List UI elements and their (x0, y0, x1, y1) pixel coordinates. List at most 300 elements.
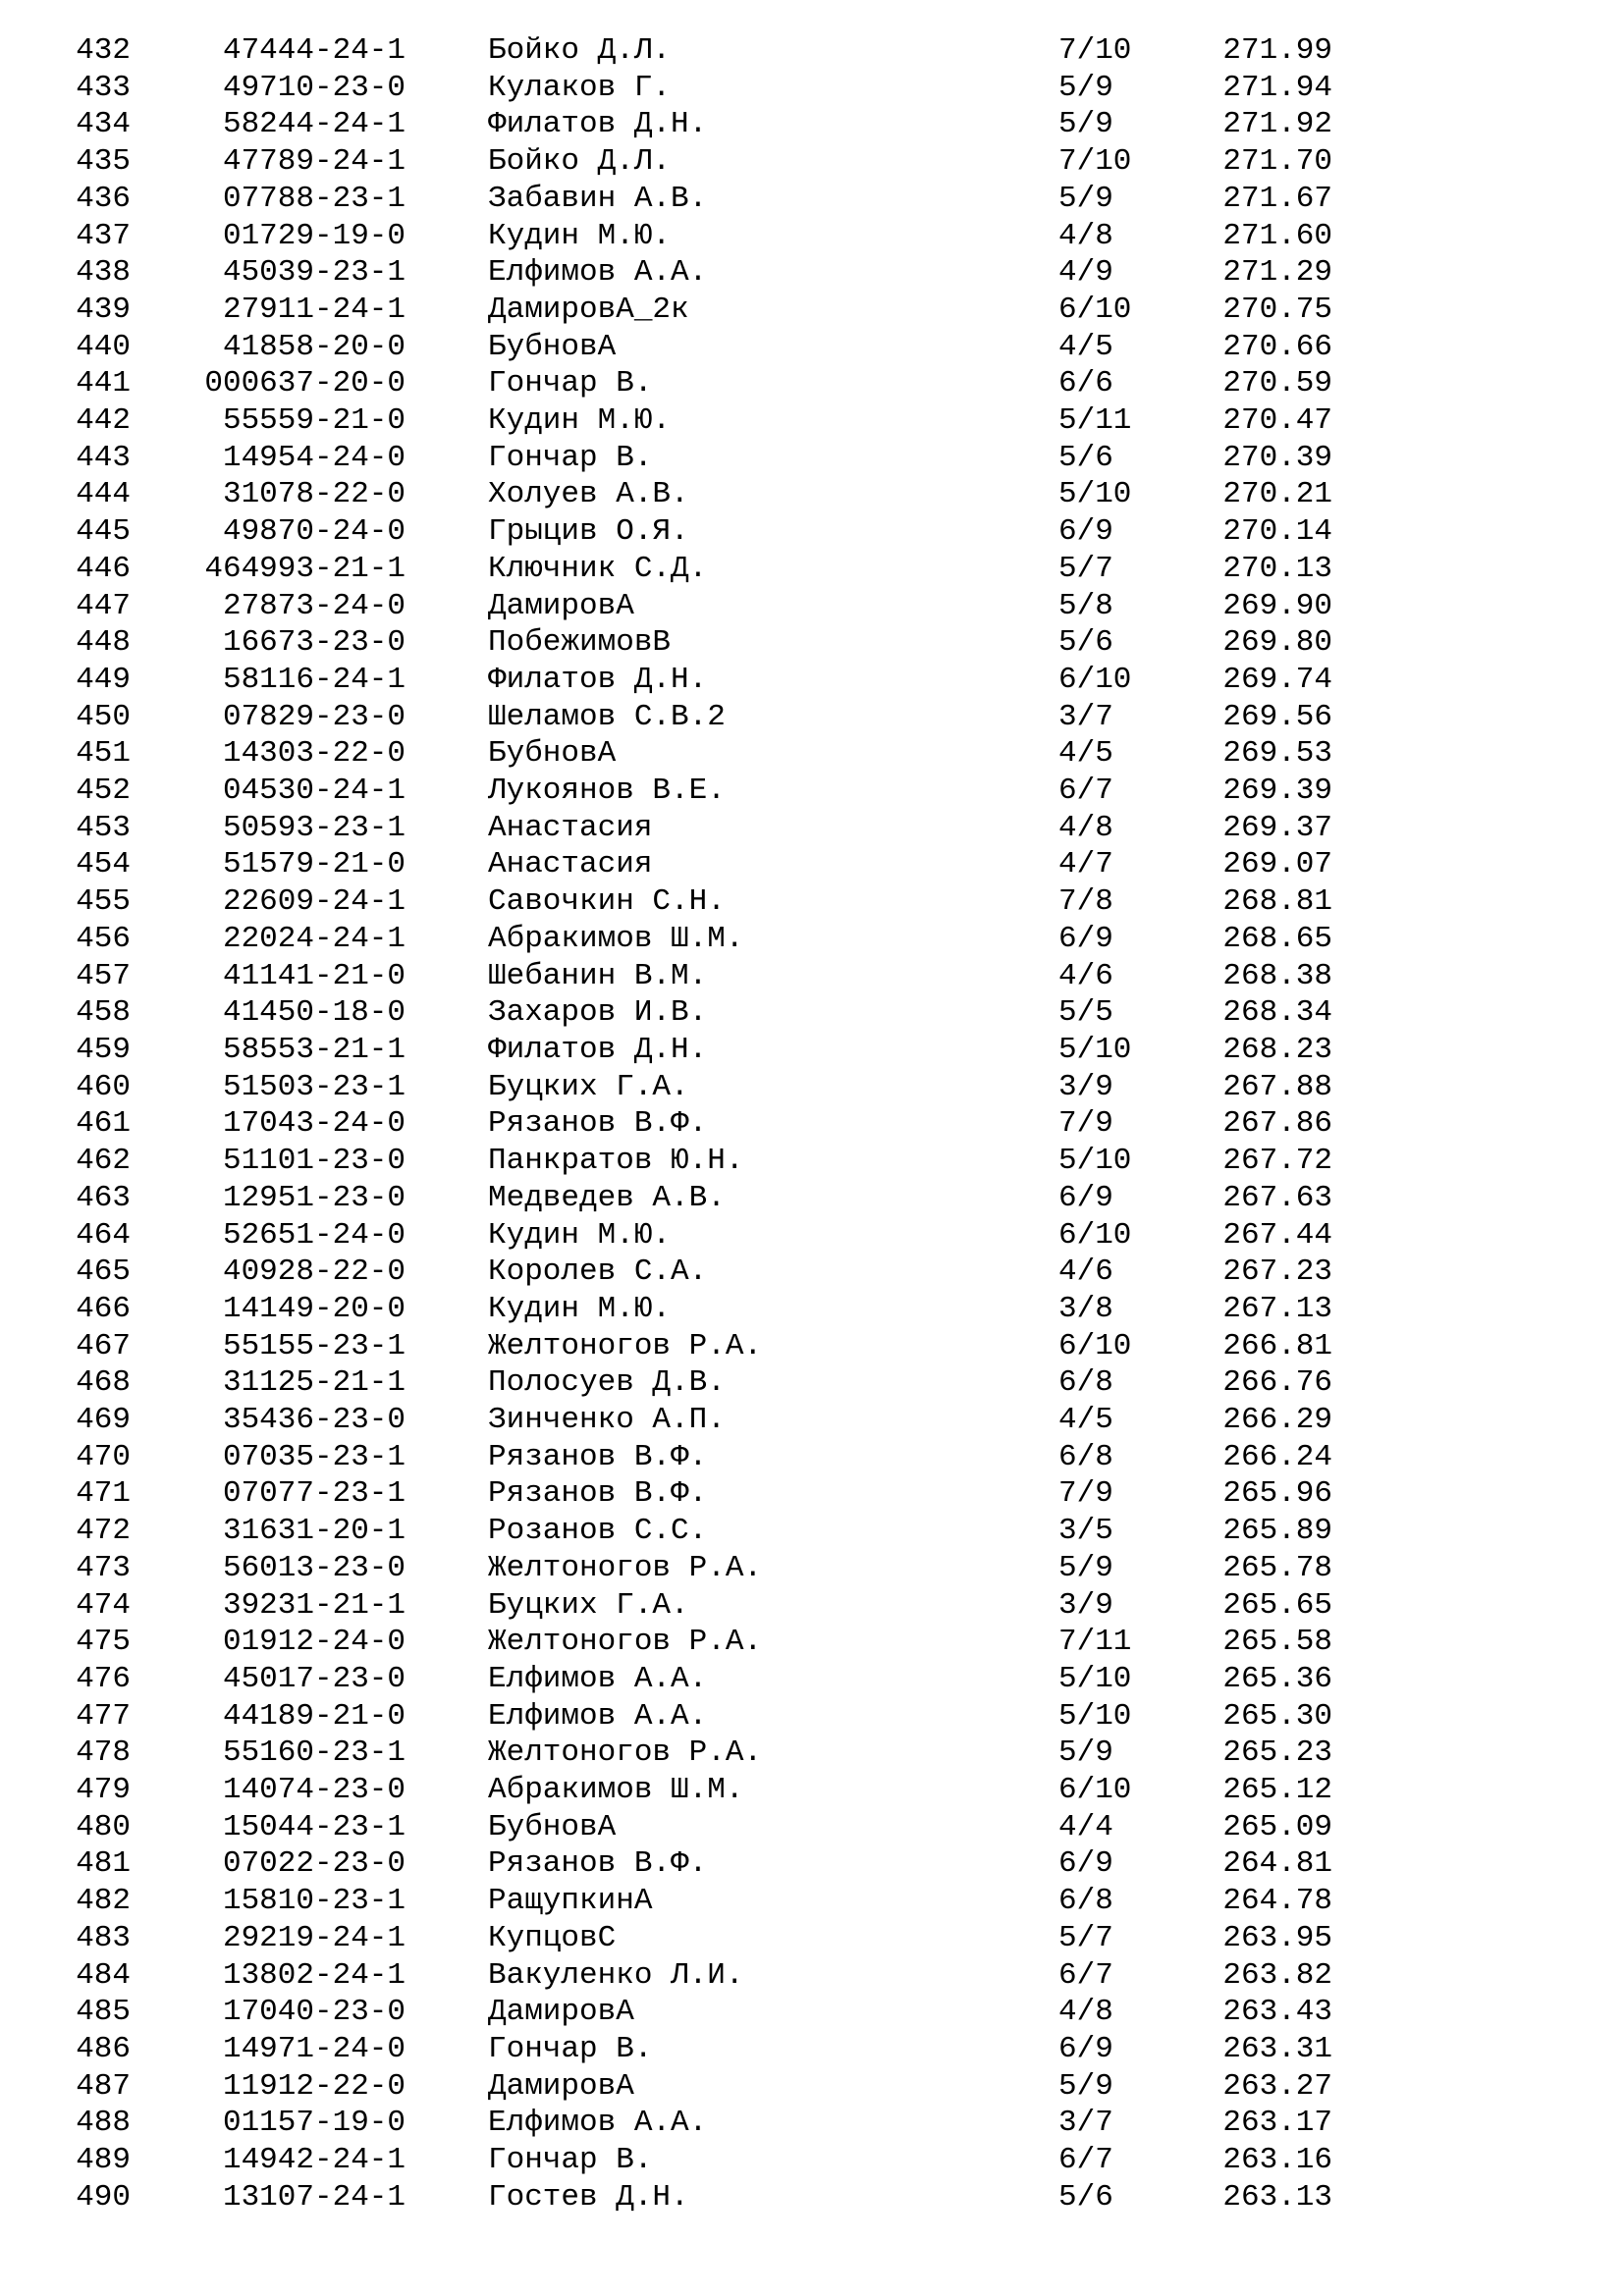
table-row (0, 773, 1332, 810)
id-cell: 55559-21-0 (222, 403, 406, 439)
score-cell: 271.99 (1222, 33, 1332, 68)
score-cell: 263.13 (1222, 2179, 1332, 2215)
table-row (0, 1328, 1332, 1365)
ranking-table (0, 32, 1332, 2216)
rank-cell: 464 (76, 1217, 131, 1253)
score-cell: 266.81 (1222, 1328, 1332, 1363)
rank-cell: 453 (76, 810, 131, 845)
id-cell: 45017-23-0 (222, 1661, 406, 1696)
name-cell: Филатов Д.Н. (488, 107, 708, 142)
games-cell: 5/6 (1058, 2179, 1113, 2215)
id-cell: 51101-23-0 (222, 1144, 406, 1179)
score-cell: 269.07 (1222, 847, 1332, 882)
name-cell: Вакуленко Л.И. (488, 1957, 744, 1993)
name-cell: Елфимов А.А. (488, 255, 708, 291)
id-cell: 01912-24-0 (222, 1625, 406, 1660)
score-cell: 268.81 (1222, 884, 1332, 920)
games-cell: 5/9 (1058, 107, 1113, 142)
id-cell: 22024-24-1 (222, 921, 406, 956)
games-cell: 5/10 (1058, 1144, 1132, 1179)
games-cell: 5/8 (1058, 588, 1113, 623)
name-cell: Забавин А.В. (488, 181, 708, 216)
id-cell: 14303-22-0 (222, 736, 406, 772)
rank-cell: 479 (76, 1773, 131, 1808)
name-cell: Гончар В. (488, 366, 653, 401)
rank-cell: 473 (76, 1550, 131, 1585)
id-cell: 29219-24-1 (222, 1920, 406, 1955)
rank-cell: 444 (76, 477, 131, 512)
rank-cell: 480 (76, 1809, 131, 1844)
rank-cell: 487 (76, 2068, 131, 2104)
games-cell: 5/10 (1058, 1032, 1132, 1067)
games-cell: 6/9 (1058, 2031, 1113, 2066)
name-cell: Желтоногов Р.А. (488, 1735, 763, 1771)
name-cell: Елфимов А.А. (488, 1698, 708, 1734)
score-cell: 267.44 (1222, 1217, 1332, 1253)
score-cell: 269.53 (1222, 736, 1332, 772)
games-cell: 4/7 (1058, 847, 1113, 882)
table-row (0, 1513, 1332, 1550)
table-row (0, 1069, 1332, 1106)
table-row (0, 1772, 1332, 1809)
rank-cell: 450 (76, 699, 131, 734)
id-cell: 14942-24-1 (222, 2143, 406, 2178)
name-cell: РащупкинА (488, 1884, 653, 1919)
games-cell: 3/8 (1058, 1291, 1113, 1326)
name-cell: Панкратов Ю.Н. (488, 1144, 744, 1179)
table-row (0, 143, 1332, 181)
table-row (0, 32, 1332, 70)
id-cell: 000637-20-0 (204, 366, 406, 401)
table-row (0, 735, 1332, 773)
table-row (0, 1180, 1332, 1217)
score-cell: 267.72 (1222, 1144, 1332, 1179)
name-cell: Кудин М.Ю. (488, 1291, 672, 1326)
score-cell: 270.75 (1222, 292, 1332, 327)
rank-cell: 467 (76, 1328, 131, 1363)
name-cell: ДамировА (488, 588, 634, 623)
name-cell: Кулаков Г. (488, 70, 672, 105)
table-row (0, 1550, 1332, 1587)
score-cell: 267.86 (1222, 1106, 1332, 1142)
rank-cell: 477 (76, 1698, 131, 1734)
id-cell: 55160-23-1 (222, 1735, 406, 1771)
name-cell: Полосуев Д.В. (488, 1365, 726, 1401)
id-cell: 15044-23-1 (222, 1809, 406, 1844)
rank-cell: 437 (76, 218, 131, 253)
games-cell: 6/9 (1058, 1180, 1113, 1215)
id-cell: 41450-18-0 (222, 995, 406, 1031)
games-cell: 4/6 (1058, 1255, 1113, 1290)
rank-cell: 482 (76, 1884, 131, 1919)
games-cell: 6/8 (1058, 1365, 1113, 1401)
name-cell: БубновА (488, 1809, 617, 1844)
rank-cell: 439 (76, 292, 131, 327)
table-row (0, 1698, 1332, 1735)
table-row (0, 662, 1332, 699)
name-cell: Рязанов В.Ф. (488, 1439, 708, 1474)
name-cell: БубновА (488, 736, 617, 772)
rank-cell: 472 (76, 1514, 131, 1549)
table-row (0, 921, 1332, 958)
id-cell: 464993-21-1 (204, 551, 406, 586)
rank-cell: 436 (76, 181, 131, 216)
score-cell: 269.90 (1222, 588, 1332, 623)
rank-cell: 435 (76, 144, 131, 180)
name-cell: Елфимов А.А. (488, 2106, 708, 2141)
rank-cell: 490 (76, 2179, 131, 2215)
name-cell: Ключник С.Д. (488, 551, 708, 586)
score-cell: 271.60 (1222, 218, 1332, 253)
table-row (0, 699, 1332, 736)
games-cell: 7/8 (1058, 884, 1113, 920)
rank-cell: 440 (76, 329, 131, 364)
score-cell: 266.76 (1222, 1365, 1332, 1401)
name-cell: ДамировА (488, 2068, 634, 2104)
rank-cell: 455 (76, 884, 131, 920)
rank-cell: 466 (76, 1291, 131, 1326)
table-row (0, 1883, 1332, 1920)
games-cell: 3/9 (1058, 1587, 1113, 1623)
name-cell: Королев С.А. (488, 1255, 708, 1290)
games-cell: 6/7 (1058, 1957, 1113, 1993)
name-cell: Рязанов В.Ф. (488, 1476, 708, 1512)
games-cell: 4/4 (1058, 1809, 1113, 1844)
name-cell: Кудин М.Ю. (488, 218, 672, 253)
table-row (0, 1105, 1332, 1143)
name-cell: Гончар В. (488, 2031, 653, 2066)
name-cell: Розанов С.С. (488, 1514, 708, 1549)
rank-cell: 460 (76, 1069, 131, 1104)
table-row (0, 1032, 1332, 1069)
id-cell: 55155-23-1 (222, 1328, 406, 1363)
table-row (0, 1735, 1332, 1772)
games-cell: 4/5 (1058, 1403, 1113, 1438)
table-row (0, 365, 1332, 402)
table-row (0, 846, 1332, 883)
name-cell: Захаров И.В. (488, 995, 708, 1031)
score-cell: 267.13 (1222, 1291, 1332, 1326)
games-cell: 5/9 (1058, 181, 1113, 216)
games-cell: 3/9 (1058, 1069, 1113, 1104)
games-cell: 6/10 (1058, 1773, 1132, 1808)
score-cell: 264.78 (1222, 1884, 1332, 1919)
id-cell: 01157-19-0 (222, 2106, 406, 2141)
rank-cell: 486 (76, 2031, 131, 2066)
id-cell: 49710-23-0 (222, 70, 406, 105)
score-cell: 271.94 (1222, 70, 1332, 105)
score-cell: 270.59 (1222, 366, 1332, 401)
rank-cell: 488 (76, 2106, 131, 2141)
id-cell: 41141-21-0 (222, 958, 406, 993)
id-cell: 07829-23-0 (222, 699, 406, 734)
games-cell: 4/8 (1058, 1995, 1113, 2030)
rank-cell: 478 (76, 1735, 131, 1771)
rank-cell: 458 (76, 995, 131, 1031)
table-row (0, 440, 1332, 477)
games-cell: 6/9 (1058, 921, 1113, 956)
table-row (0, 1254, 1332, 1291)
score-cell: 271.70 (1222, 144, 1332, 180)
table-row (0, 402, 1332, 440)
id-cell: 31078-22-0 (222, 477, 406, 512)
name-cell: Бойко Д.Л. (488, 33, 672, 68)
games-cell: 6/9 (1058, 1846, 1113, 1882)
games-cell: 6/9 (1058, 514, 1113, 550)
id-cell: 14149-20-0 (222, 1291, 406, 1326)
table-row (0, 476, 1332, 513)
id-cell: 07035-23-1 (222, 1439, 406, 1474)
games-cell: 5/10 (1058, 1661, 1132, 1696)
games-cell: 3/5 (1058, 1514, 1113, 1549)
name-cell: Буцких Г.А. (488, 1587, 689, 1623)
id-cell: 07788-23-1 (222, 181, 406, 216)
id-cell: 51503-23-1 (222, 1069, 406, 1104)
id-cell: 47444-24-1 (222, 33, 406, 68)
rank-cell: 461 (76, 1106, 131, 1142)
games-cell: 4/5 (1058, 736, 1113, 772)
name-cell: Гончар В. (488, 440, 653, 475)
games-cell: 5/11 (1058, 403, 1132, 439)
id-cell: 49870-24-0 (222, 514, 406, 550)
table-row (0, 1143, 1332, 1180)
score-cell: 269.37 (1222, 810, 1332, 845)
score-cell: 265.58 (1222, 1625, 1332, 1660)
table-row (0, 106, 1332, 143)
rank-cell: 489 (76, 2143, 131, 2178)
games-cell: 7/9 (1058, 1106, 1113, 1142)
table-row (0, 254, 1332, 292)
id-cell: 04530-24-1 (222, 774, 406, 809)
table-row (0, 994, 1332, 1032)
name-cell: Гончар В. (488, 2143, 653, 2178)
name-cell: БубновА (488, 329, 617, 364)
id-cell: 56013-23-0 (222, 1550, 406, 1585)
games-cell: 7/10 (1058, 33, 1132, 68)
name-cell: Анастасия (488, 810, 653, 845)
rank-cell: 459 (76, 1032, 131, 1067)
games-cell: 6/8 (1058, 1884, 1113, 1919)
table-row (0, 2068, 1332, 2106)
table-row (0, 1402, 1332, 1439)
games-cell: 6/7 (1058, 2143, 1113, 2178)
rank-cell: 476 (76, 1661, 131, 1696)
table-row (0, 1920, 1332, 1957)
rank-cell: 485 (76, 1995, 131, 2030)
id-cell: 39231-21-1 (222, 1587, 406, 1623)
table-row (0, 2031, 1332, 2068)
name-cell: Шебанин В.М. (488, 958, 708, 993)
games-cell: 6/8 (1058, 1439, 1113, 1474)
name-cell: Грыцив О.Я. (488, 514, 689, 550)
table-row (0, 1475, 1332, 1513)
id-cell: 40928-22-0 (222, 1255, 406, 1290)
rank-cell: 468 (76, 1365, 131, 1401)
id-cell: 16673-23-0 (222, 625, 406, 661)
name-cell: Желтоногов Р.А. (488, 1328, 763, 1363)
name-cell: Желтоногов Р.А. (488, 1625, 763, 1660)
rank-cell: 474 (76, 1587, 131, 1623)
table-row (0, 2105, 1332, 2142)
games-cell: 5/9 (1058, 1550, 1113, 1585)
games-cell: 5/10 (1058, 477, 1132, 512)
id-cell: 27911-24-1 (222, 292, 406, 327)
id-cell: 47789-24-1 (222, 144, 406, 180)
name-cell: Кудин М.Ю. (488, 403, 672, 439)
rank-cell: 452 (76, 774, 131, 809)
rank-cell: 470 (76, 1439, 131, 1474)
games-cell: 4/6 (1058, 958, 1113, 993)
games-cell: 5/9 (1058, 1735, 1113, 1771)
score-cell: 265.09 (1222, 1809, 1332, 1844)
score-cell: 271.29 (1222, 255, 1332, 291)
score-cell: 265.23 (1222, 1735, 1332, 1771)
id-cell: 27873-24-0 (222, 588, 406, 623)
games-cell: 6/7 (1058, 774, 1113, 809)
games-cell: 5/10 (1058, 1698, 1132, 1734)
games-cell: 3/7 (1058, 699, 1113, 734)
name-cell: Рязанов В.Ф. (488, 1846, 708, 1882)
table-row (0, 1364, 1332, 1402)
rank-cell: 484 (76, 1957, 131, 1993)
score-cell: 270.21 (1222, 477, 1332, 512)
rank-cell: 471 (76, 1476, 131, 1512)
id-cell: 58244-24-1 (222, 107, 406, 142)
name-cell: Гостев Д.Н. (488, 2179, 689, 2215)
score-cell: 266.29 (1222, 1403, 1332, 1438)
score-cell: 269.56 (1222, 699, 1332, 734)
score-cell: 270.66 (1222, 329, 1332, 364)
rank-cell: 449 (76, 662, 131, 697)
rank-cell: 448 (76, 625, 131, 661)
table-row (0, 2142, 1332, 2179)
table-row (0, 1957, 1332, 1995)
table-row (0, 2179, 1332, 2216)
name-cell: Филатов Д.Н. (488, 662, 708, 697)
score-cell: 267.88 (1222, 1069, 1332, 1104)
games-cell: 6/6 (1058, 366, 1113, 401)
id-cell: 35436-23-0 (222, 1403, 406, 1438)
score-cell: 265.30 (1222, 1698, 1332, 1734)
score-cell: 265.78 (1222, 1550, 1332, 1585)
name-cell: Анастасия (488, 847, 653, 882)
name-cell: Шеламов С.В.2 (488, 699, 726, 734)
name-cell: КупцовС (488, 1920, 617, 1955)
games-cell: 6/10 (1058, 1328, 1132, 1363)
games-cell: 7/11 (1058, 1625, 1132, 1660)
id-cell: 12951-23-0 (222, 1180, 406, 1215)
table-row (0, 958, 1332, 995)
table-row (0, 883, 1332, 921)
table-row (0, 1439, 1332, 1476)
rank-cell: 483 (76, 1920, 131, 1955)
id-cell: 14074-23-0 (222, 1773, 406, 1808)
table-row (0, 1624, 1332, 1661)
score-cell: 267.23 (1222, 1255, 1332, 1290)
name-cell: Медведев А.В. (488, 1180, 726, 1215)
name-cell: Кудин М.Ю. (488, 1217, 672, 1253)
games-cell: 7/10 (1058, 144, 1132, 180)
score-cell: 265.89 (1222, 1514, 1332, 1549)
id-cell: 11912-22-0 (222, 2068, 406, 2104)
games-cell: 5/5 (1058, 995, 1113, 1031)
score-cell: 271.92 (1222, 107, 1332, 142)
score-cell: 264.81 (1222, 1846, 1332, 1882)
name-cell: Холуев А.В. (488, 477, 689, 512)
score-cell: 268.23 (1222, 1032, 1332, 1067)
name-cell: Лукоянов В.Е. (488, 774, 726, 809)
games-cell: 6/10 (1058, 1217, 1132, 1253)
games-cell: 5/6 (1058, 625, 1113, 661)
id-cell: 51579-21-0 (222, 847, 406, 882)
id-cell: 22609-24-1 (222, 884, 406, 920)
rank-cell: 442 (76, 403, 131, 439)
id-cell: 58553-21-1 (222, 1032, 406, 1067)
score-cell: 263.82 (1222, 1957, 1332, 1993)
id-cell: 13802-24-1 (222, 1957, 406, 1993)
table-row (0, 1217, 1332, 1255)
table-row (0, 218, 1332, 255)
score-cell: 269.80 (1222, 625, 1332, 661)
name-cell: Елфимов А.А. (488, 1661, 708, 1696)
table-row (0, 1291, 1332, 1328)
games-cell: 4/9 (1058, 255, 1113, 291)
rank-cell: 451 (76, 736, 131, 772)
games-cell: 5/6 (1058, 440, 1113, 475)
table-row (0, 1661, 1332, 1698)
name-cell: Абракимов Ш.М. (488, 921, 744, 956)
games-cell: 4/8 (1058, 218, 1113, 253)
name-cell: Бойко Д.Л. (488, 144, 672, 180)
games-cell: 3/7 (1058, 2106, 1113, 2141)
score-cell: 265.12 (1222, 1773, 1332, 1808)
rank-cell: 465 (76, 1255, 131, 1290)
id-cell: 44189-21-0 (222, 1698, 406, 1734)
name-cell: ДамировА_2к (488, 292, 689, 327)
score-cell: 263.17 (1222, 2106, 1332, 2141)
table-row (0, 181, 1332, 218)
id-cell: 31631-20-1 (222, 1514, 406, 1549)
score-cell: 266.24 (1222, 1439, 1332, 1474)
name-cell: Зинченко А.П. (488, 1403, 726, 1438)
games-cell: 6/10 (1058, 662, 1132, 697)
games-cell: 5/7 (1058, 551, 1113, 586)
id-cell: 07022-23-0 (222, 1846, 406, 1882)
games-cell: 5/9 (1058, 2068, 1113, 2104)
rank-cell: 438 (76, 255, 131, 291)
games-cell: 7/9 (1058, 1476, 1113, 1512)
rank-cell: 443 (76, 440, 131, 475)
games-cell: 5/7 (1058, 1920, 1113, 1955)
rank-cell: 432 (76, 33, 131, 68)
score-cell: 263.27 (1222, 2068, 1332, 2104)
table-row (0, 1845, 1332, 1883)
rank-cell: 469 (76, 1403, 131, 1438)
table-row (0, 513, 1332, 551)
id-cell: 41858-20-0 (222, 329, 406, 364)
score-cell: 263.31 (1222, 2031, 1332, 2066)
name-cell: Желтоногов Р.А. (488, 1550, 763, 1585)
rank-cell: 441 (76, 366, 131, 401)
rank-cell: 433 (76, 70, 131, 105)
rank-cell: 462 (76, 1144, 131, 1179)
score-cell: 271.67 (1222, 181, 1332, 216)
id-cell: 15810-23-1 (222, 1884, 406, 1919)
table-row (0, 551, 1332, 588)
score-cell: 268.34 (1222, 995, 1332, 1031)
score-cell: 270.14 (1222, 514, 1332, 550)
rank-cell: 454 (76, 847, 131, 882)
